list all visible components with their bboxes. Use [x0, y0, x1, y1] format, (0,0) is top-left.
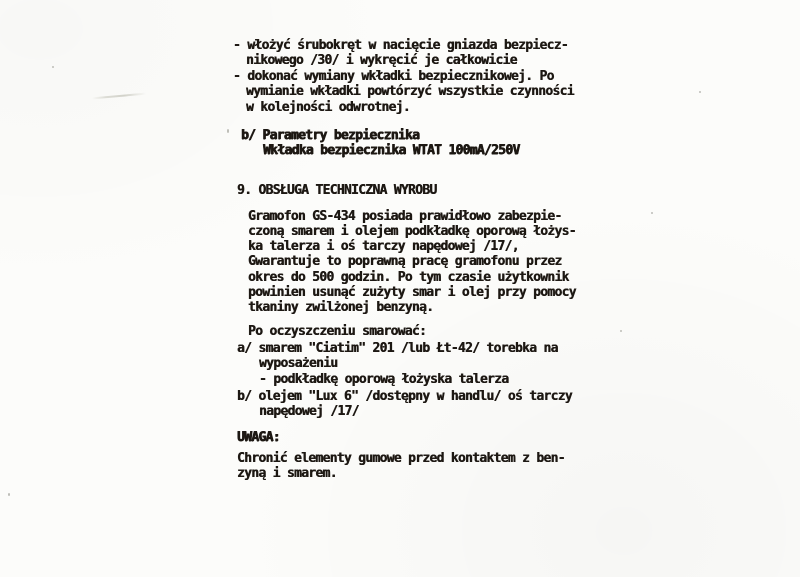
scan-speck-6	[227, 129, 229, 133]
scan-speck-1	[52, 66, 54, 68]
maintenance-paragraph-line-7: tkaniny zwilżonej benzyną.	[248, 300, 434, 315]
fuse-step-line-2: nikowego /30/ i wykręcić je całkowicie	[246, 53, 517, 68]
scan-speck-4	[620, 330, 622, 332]
warning-heading: UWAGA:	[237, 430, 280, 445]
lubricant-item-b-line-2: napędowej /17/	[259, 404, 359, 419]
fuse-params-heading: b/ Parametry bezpiecznika	[241, 128, 420, 143]
maintenance-paragraph-line-2: czoną smarem i olejem podkładkę oporową łożys-	[248, 224, 576, 239]
lubrication-intro-line: Po oczyszczeniu smarować:	[248, 324, 427, 339]
pencil-smudge	[92, 93, 146, 100]
warning-body-line-1: Chronić elementy gumowe przed kontaktem z ben-	[237, 451, 565, 466]
lubricant-item-b-line-1: b/ olejem "Lux 6" /dostępny w handlu/ oś tarczy	[237, 389, 572, 404]
maintenance-paragraph-line-3: ka talerza i oś tarczy napędowej /17/,	[248, 239, 519, 254]
fuse-step-line-5: w kolejności odwrotnej.	[246, 100, 410, 115]
fuse-step-line-3: - dokonać wymiany wkładki bezpiecznikowej. Po	[233, 69, 554, 84]
scan-speck-2	[699, 91, 701, 93]
maintenance-paragraph-line-6: powinien usunąć zużyty smar i olej przy pomocy	[248, 285, 576, 300]
fuse-spec-line: Wkładka bezpiecznika WTAT 100mA/250V	[263, 143, 520, 158]
fuse-step-line-4: wymianie wkładki powtórzyć wszystkie czynności	[246, 84, 574, 99]
section-heading-9: 9. OBSŁUGA TECHNICZNA WYROBU	[237, 183, 437, 198]
lubricant-item-a-line-2: wyposażeniu	[259, 356, 338, 371]
scan-speck-3	[651, 212, 653, 214]
lubricant-item-a-line-1: a/ smarem "Ciatim" 201 /lub Łt-42/ torebka na	[237, 341, 558, 356]
maintenance-paragraph-line-1: Gramofon GS-434 posiada prawidłowo zabezpie-	[248, 209, 562, 224]
maintenance-paragraph-line-4: Gwarantuje to poprawną pracę gramofonu przez	[248, 254, 562, 269]
warning-body-line-2: zyną i smarem.	[237, 466, 337, 481]
fuse-step-line-1: - włożyć śrubokręt w nacięcie gniazda bezpiecz-	[233, 38, 568, 53]
scan-speck-5	[8, 493, 10, 496]
lubricant-item-a-line-3: - podkładkę oporową łożyska talerza	[259, 372, 509, 387]
maintenance-paragraph-line-5: okres do 500 godzin. Po tym czasie użytkownik	[248, 270, 569, 285]
